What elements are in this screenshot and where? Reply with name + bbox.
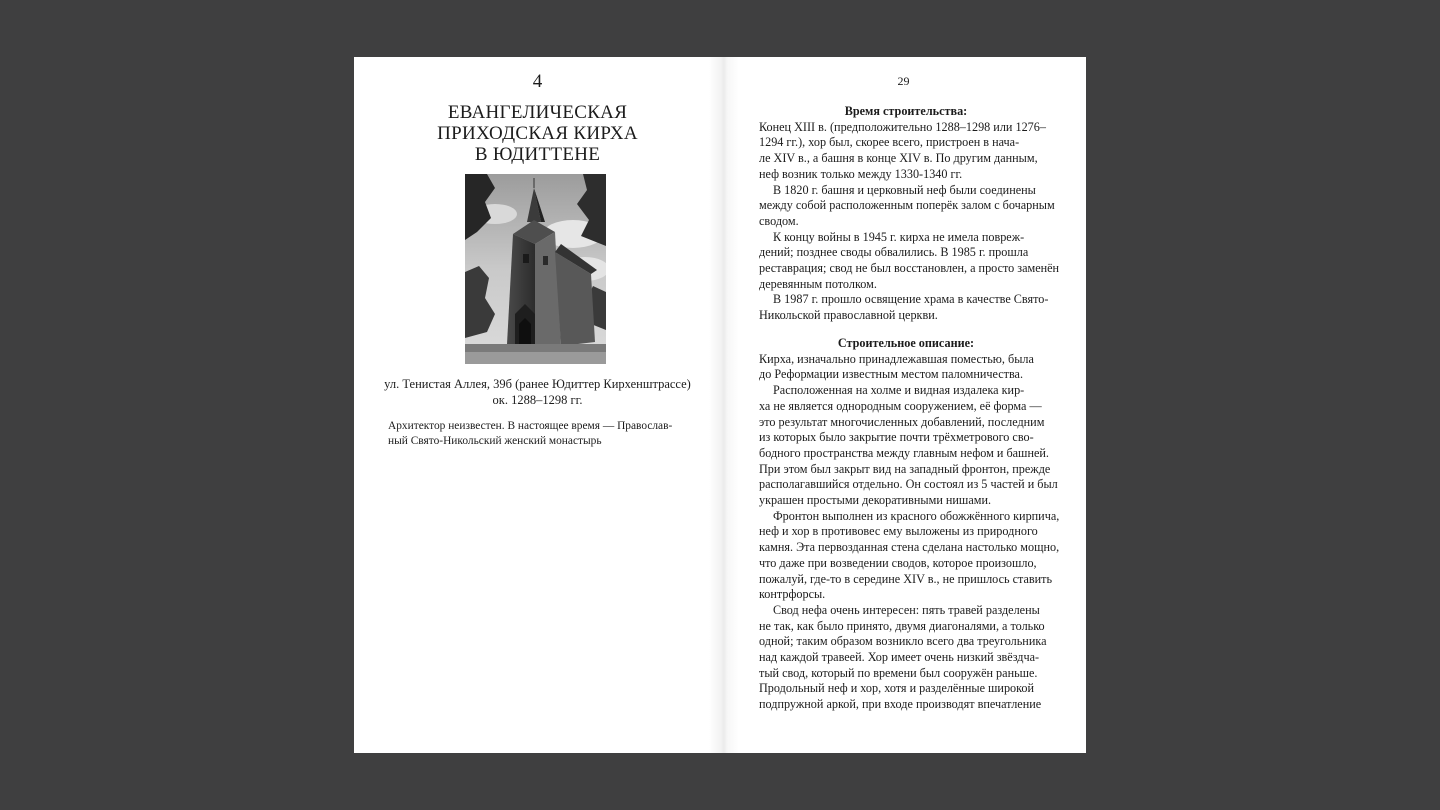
right-page (721, 57, 1086, 753)
note-line: ный Свято-Никольский женский монастырь (388, 435, 602, 447)
title-line: ПРИХОДСКАЯ КИРХА (437, 123, 638, 144)
text-line: это результат многочисленных добавлений, последним (759, 414, 1045, 429)
text-line: располагавшийся отдельно. Он состоял из 5 частей и был (759, 477, 1058, 492)
text-line: камня. Эта первозданная стена сделана настолько мощно, (759, 540, 1060, 555)
text-line: что даже при возведении сводов, которое произошло, (759, 555, 1037, 570)
church-photo (465, 174, 606, 364)
text-line: сводом. (759, 213, 799, 228)
text-line: контрфорсы. (759, 587, 826, 602)
text-line: украшен простыми декоративными нишами. (759, 493, 992, 508)
caption-address: ул. Тенистая Аллея, 39б (ранее Юдиттер Кирхенштрассе) (384, 377, 691, 391)
text-line: из которых было закрытие почти трёхметрового сво- (759, 430, 1034, 445)
section-construction-time (759, 104, 1060, 324)
text-line: бодного пространства между главным нефом и башней. (759, 445, 1049, 460)
text-line: Продольный неф и хор, хотя и разделённые широкой (759, 681, 1035, 696)
text-line: неф и хор в противовес ему выложены из природного (759, 524, 1038, 539)
architect-note (388, 419, 688, 449)
page-number: 29 (897, 74, 910, 88)
text-line: реставрация; свод не был восстановлен, а просто заменён (759, 261, 1060, 276)
text-line: между собой расположенным поперёк залом с бочарным (759, 198, 1055, 213)
title-line: В ЮДИТТЕНЕ (474, 144, 601, 165)
text-line: неф возник только между 1330-1340 гг. (759, 166, 963, 181)
text-line: не так, как было принято, двумя диагоналями, а только (759, 618, 1045, 633)
text-line: деревянным потолком. (759, 276, 877, 291)
text-line: Свод нефа очень интересен: пять травей разделены (773, 602, 1040, 617)
text-line: Фронтон выполнен из красного обожжённого кирпича, (773, 508, 1060, 523)
text-line: пожалуй, где-то в середине XIV в., не пришлось ставить (759, 571, 1053, 586)
text-line: Никольской православной церкви. (759, 308, 938, 323)
text-line: ле XIV в., а башня в конце XIV в. По другим данным, (759, 151, 1038, 166)
caption-date: ок. 1288–1298 гг. (492, 393, 583, 407)
note-line: Архитектор неизвестен. В настоящее время — Православ- (388, 420, 673, 432)
text-line: до Реформации известным местом паломничества. (759, 367, 1023, 382)
text-line: В 1820 г. башня и церковный неф были соединены (773, 182, 1036, 197)
text-line: 1294 гг.), хор был, скорее всего, пристроен в нача- (759, 135, 1020, 150)
text-line: Конец XIII в. (предположительно 1288–1298 или 1276– (759, 119, 1046, 134)
text-line: над каждой травеей. Хор имеет очень низкий звёздча- (759, 650, 1040, 665)
section-building-description (759, 336, 1060, 713)
text-line: К концу войны в 1945 г. кирха не имела поврeж- (773, 229, 1025, 244)
text-line: Расположенная на холме и видная издалека кир- (773, 383, 1025, 398)
text-line: подпружной аркой, при входе производят впечатление (759, 697, 1042, 712)
text-line: Кирха, изначально принадлежавшая поместью, была (759, 351, 1034, 366)
text-line: ха не является однородным сооружением, её форма — (759, 398, 1042, 413)
text-line: дений; позднее своды обвалились. В 1985 г. прошла (759, 245, 1029, 260)
chapter-number: 4 (532, 71, 543, 92)
section-heading: Строительное описание: (837, 336, 975, 350)
section-heading: Время строительства: (844, 104, 968, 118)
photo-caption (354, 376, 721, 408)
text-line: тый свод, который по времени был сооружён раньше. (759, 665, 1038, 680)
text-line: одной; таким образом возникло всего два треугольника (759, 634, 1047, 649)
left-page (354, 57, 721, 753)
title-line: ЕВАНГЕЛИЧЕСКАЯ (447, 102, 628, 123)
chapter-title (354, 102, 721, 165)
text-line: В 1987 г. прошло освящение храма в качестве Свято- (773, 292, 1049, 307)
book-spread (354, 57, 1086, 753)
text-line: При этом был закрыт вид на западный фронтон, прежде (759, 461, 1051, 476)
